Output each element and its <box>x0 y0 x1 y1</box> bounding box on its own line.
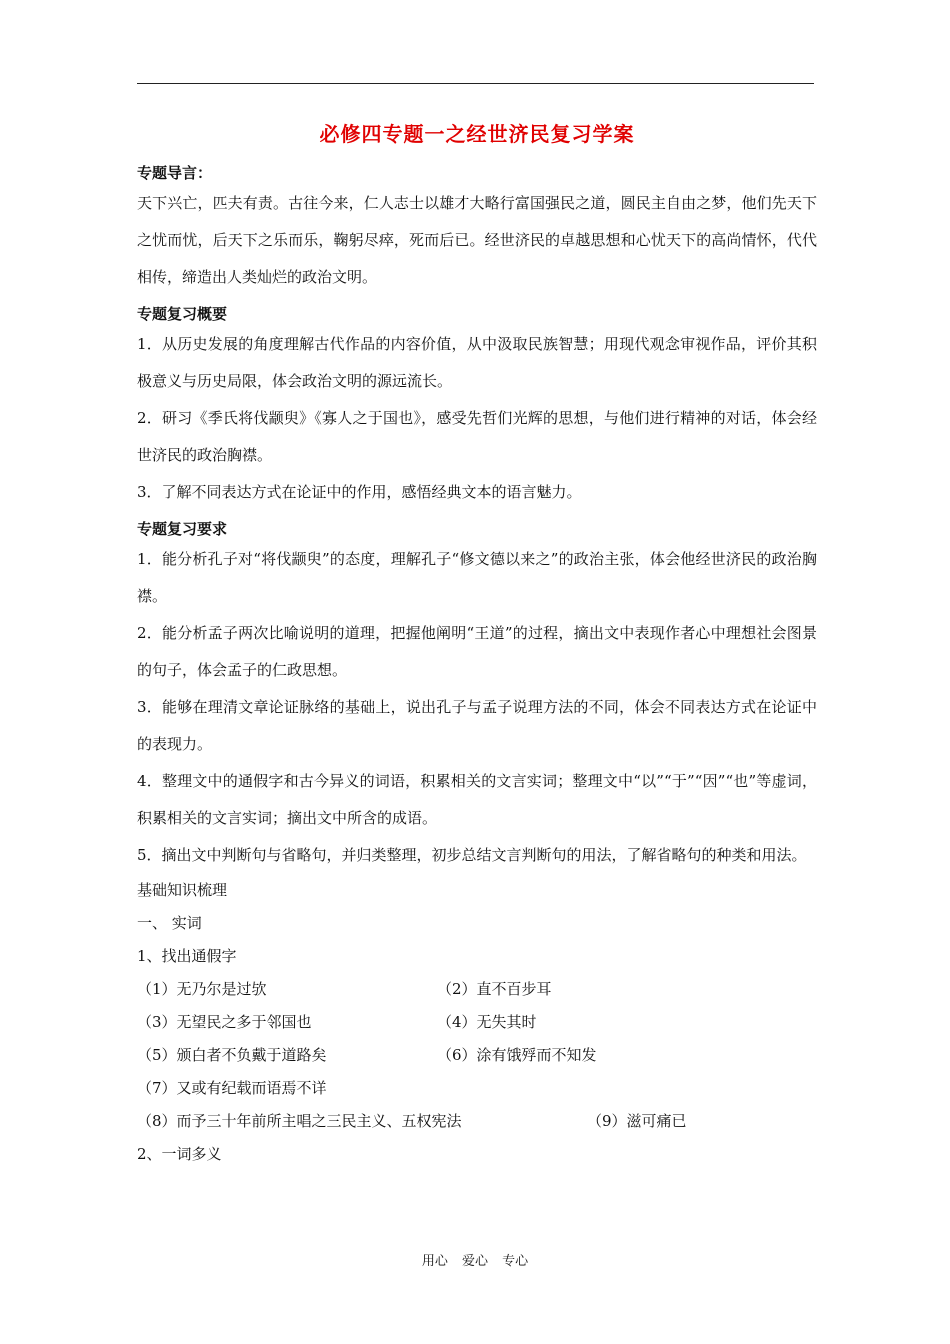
list-item: （7）又或有纪载而语焉不详 <box>137 1079 327 1097</box>
overview-item-3: 3．了解不同表达方式在论证中的作用，感悟经典文本的语言魅力。 <box>137 483 582 501</box>
list-item: （8）而予三十年前所主唱之三民主义、五权宪法 <box>137 1112 462 1130</box>
list-row-3 <box>137 1039 817 1072</box>
list-item: （6）涂有饿殍而不知发 <box>437 1046 597 1064</box>
list-row-1 <box>137 973 817 1006</box>
intro-heading: 专题导言： <box>137 164 213 182</box>
list-row-5 <box>137 1105 817 1138</box>
list-item: （3）无望民之多于邻国也 <box>137 1013 312 1031</box>
overview-item-2: 2．研习《季氏将伐颛臾》《寡人之于国也》，感受先哲们光辉的思想，与他们进行精神的对话，体会经世济民的政治胸襟。 <box>137 409 817 464</box>
list-item: （2）直不百步耳 <box>437 980 552 998</box>
requirement-item-5: 5．摘出文中判断句与省略句，并归类整理，初步总结文言判断句的用法，了解省略句的种类和用法。 <box>137 846 807 864</box>
requirements-heading: 专题复习要求 <box>137 520 228 538</box>
header-rule <box>137 83 814 84</box>
requirement-item-2: 2．能分析孟子两次比喻说明的道理，把握他阐明“王道”的过程，摘出文中表现作者心中理想社会图景的句子，体会孟子的仁政思想。 <box>137 624 817 679</box>
list-item: （5）颁白者不负戴于道路矣 <box>137 1046 327 1064</box>
section-shici: 一、 实词 <box>137 914 202 932</box>
document-body <box>137 118 817 1171</box>
list-row-2 <box>137 1006 817 1039</box>
requirement-item-4: 4．整理文中的通假字和古今异义的词语，积累相关的文言实词；整理文中“以”“于”“因”“也”等虚词，积累相关的文言实词；摘出文中所含的成语。 <box>137 772 817 827</box>
sub-yicikduoyi: 2、一词多义 <box>137 1145 222 1163</box>
list-item: （1）无乃尔是过欤 <box>137 980 267 998</box>
list-row-4 <box>137 1072 817 1105</box>
sub-tongjiazi: 1、找出通假字 <box>137 947 237 965</box>
list-item: （9）滋可痛已 <box>587 1112 687 1130</box>
overview-heading: 专题复习概要 <box>137 305 228 323</box>
requirement-item-3: 3．能够在理清文章论证脉络的基础上，说出孔子与孟子说理方法的不同，体会不同表达方式在论证中的表现力。 <box>137 698 817 753</box>
requirement-item-1: 1．能分析孔子对“将伐颛臾”的态度，理解孔子“修文德以来之”的政治主张，体会他经世济民的政治胸襟。 <box>137 550 817 605</box>
intro-paragraph: 天下兴亡，匹夫有责。古往今来，仁人志士以雄才大略行富国强民之道，圆民主自由之梦，他们先天下之忧而忧，后天下之乐而乐，鞠躬尽瘁，死而后已。经世济民的卓越思想和心忧天下的高尚情怀，代代相传，缔造出人类灿烂的政治文明。 <box>137 194 817 286</box>
basics-heading: 基础知识梳理 <box>137 881 228 899</box>
page-title: 必修四专题一之经世济民复习学案 <box>319 122 635 146</box>
overview-item-1: 1．从历史发展的角度理解古代作品的内容价值，从中汲取民族智慧；用现代观念审视作品，评价其积极意义与历史局限，体会政治文明的源远流长。 <box>137 335 817 390</box>
page-footer: 用心 爱心 专心 <box>421 1254 529 1269</box>
list-item: （4）无失其时 <box>437 1013 537 1031</box>
